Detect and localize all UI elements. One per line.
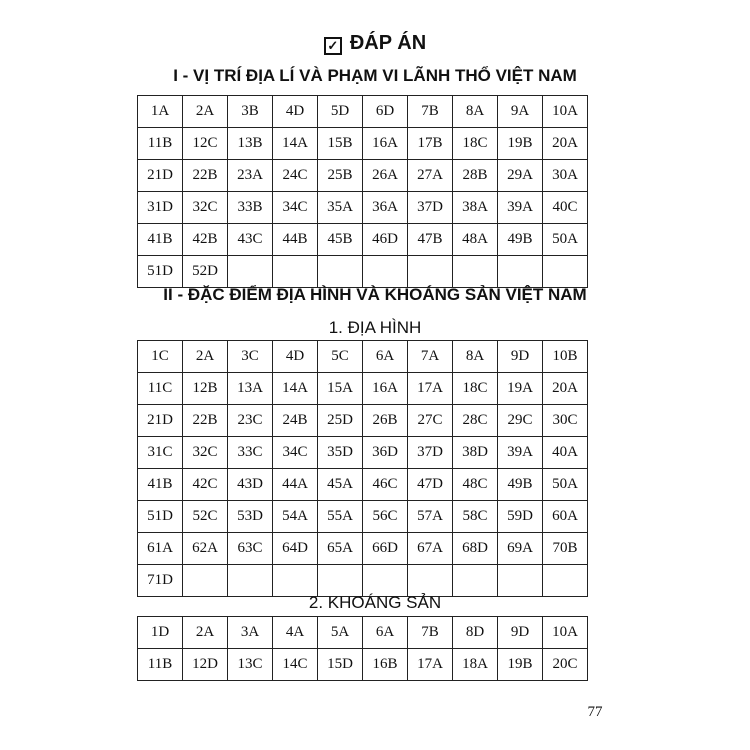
section-2-title: II - ĐẶC ĐIỂM ĐỊA HÌNH VÀ KHOÁNG SẢN VIỆT NAM [163,285,587,304]
minerals-answer-table [137,616,588,681]
answer-cell: 6A [363,617,408,649]
answer-cell: 11C [138,373,183,405]
answer-cell: 25D [318,405,363,437]
table-row [138,224,588,256]
answer-cell: 11B [138,649,183,681]
answer-cell: 51D [138,256,183,288]
section-1-answer-table [137,95,588,288]
answer-cell [363,256,408,288]
answer-cell: 8D [453,617,498,649]
answer-cell: 10A [543,617,588,649]
answer-cell: 30A [543,160,588,192]
answer-cell: 49B [498,224,543,256]
table-row [138,256,588,288]
answer-cell: 14C [273,649,318,681]
answer-cell: 28B [453,160,498,192]
answer-cell: 44B [273,224,318,256]
answer-cell: 16B [363,649,408,681]
answer-cell [408,256,453,288]
answer-cell: 22B [183,405,228,437]
answer-cell: 15A [318,373,363,405]
answer-cell [498,565,543,597]
answer-cell: 4D [273,96,318,128]
answer-cell: 12B [183,373,228,405]
checkbox-checked-icon: ✓ [324,37,342,55]
answer-cell: 51D [138,501,183,533]
answer-cell: 9A [498,96,543,128]
answer-cell: 37D [408,192,453,224]
answer-cell: 48C [453,469,498,501]
answer-cell: 25B [318,160,363,192]
answer-cell: 41B [138,224,183,256]
answer-cell: 63C [228,533,273,565]
table-row [138,469,588,501]
answer-cell: 28C [453,405,498,437]
answer-cell: 29C [498,405,543,437]
answer-cell: 6A [363,341,408,373]
answer-cell [543,565,588,597]
answer-cell: 37D [408,437,453,469]
table-row [138,565,588,597]
answer-cell: 31D [138,192,183,224]
answer-cell: 1C [138,341,183,373]
terrain-subtitle: 1. ĐỊA HÌNH [328,318,422,337]
answer-cell: 3B [228,96,273,128]
answer-cell: 41B [138,469,183,501]
table-row [138,405,588,437]
answer-key-title [0,32,750,55]
answer-cell: 43C [228,224,273,256]
answer-cell: 52D [183,256,228,288]
answer-cell: 22B [183,160,228,192]
answer-cell [273,565,318,597]
answer-cell: 11B [138,128,183,160]
table-row [138,649,588,681]
answer-cell: 56C [363,501,408,533]
answer-cell: 64D [273,533,318,565]
answer-cell: 40A [543,437,588,469]
answer-cell: 10A [543,96,588,128]
answer-cell: 26A [363,160,408,192]
answer-cell: 32C [183,192,228,224]
answer-cell: 13C [228,649,273,681]
answer-cell: 30C [543,405,588,437]
answer-cell: 38D [453,437,498,469]
answer-cell: 44A [273,469,318,501]
answer-cell: 20A [543,373,588,405]
table-row [138,96,588,128]
table-row [138,501,588,533]
answer-cell: 8A [453,96,498,128]
answer-cell: 7B [408,617,453,649]
answer-cell: 45A [318,469,363,501]
answer-cell: 16A [363,128,408,160]
answer-cell: 39A [498,437,543,469]
answer-cell: 60A [543,501,588,533]
answer-cell: 47B [408,224,453,256]
answer-cell: 66D [363,533,408,565]
answer-cell: 46D [363,224,408,256]
table-row [138,437,588,469]
table-row [138,128,588,160]
terrain-answer-table [137,340,588,597]
answer-cell: 3A [228,617,273,649]
answer-cell: 59D [498,501,543,533]
answer-cell: 35D [318,437,363,469]
answer-cell: 5D [318,96,363,128]
answer-cell: 43D [228,469,273,501]
answer-cell: 52C [183,501,228,533]
answer-cell [228,256,273,288]
answer-cell: 70B [543,533,588,565]
answer-cell: 12D [183,649,228,681]
answer-cell: 68D [453,533,498,565]
answer-cell: 47D [408,469,453,501]
answer-cell: 40C [543,192,588,224]
answer-cell: 19A [498,373,543,405]
answer-cell [318,256,363,288]
answer-cell: 8A [453,341,498,373]
answer-cell: 5A [318,617,363,649]
answer-cell: 18A [453,649,498,681]
answer-cell: 27A [408,160,453,192]
answer-cell: 15B [318,128,363,160]
answer-cell: 36A [363,192,408,224]
table-row [138,341,588,373]
answer-cell: 6D [363,96,408,128]
table-row [138,160,588,192]
answer-cell: 20A [543,128,588,160]
answer-cell: 32C [183,437,228,469]
answer-cell: 27C [408,405,453,437]
answer-cell: 18C [453,373,498,405]
answer-cell: 20C [543,649,588,681]
answer-cell: 9D [498,617,543,649]
answer-cell [498,256,543,288]
answer-cell: 42B [183,224,228,256]
answer-cell [273,256,318,288]
answer-cell [183,565,228,597]
answer-cell: 36D [363,437,408,469]
answer-cell: 13B [228,128,273,160]
answer-cell: 45B [318,224,363,256]
answer-cell: 34C [273,437,318,469]
answer-cell: 7B [408,96,453,128]
answer-cell: 5C [318,341,363,373]
answer-cell: 12C [183,128,228,160]
answer-cell: 49B [498,469,543,501]
answer-cell: 23C [228,405,273,437]
answer-cell: 4A [273,617,318,649]
answer-cell: 42C [183,469,228,501]
answer-cell: 71D [138,565,183,597]
answer-cell [453,256,498,288]
answer-cell [453,565,498,597]
answer-cell: 21D [138,405,183,437]
answer-cell: 1D [138,617,183,649]
answer-cell [318,565,363,597]
minerals-subtitle: 2. KHOÁNG SẢN [308,593,442,612]
answer-cell: 19B [498,649,543,681]
answer-cell: 29A [498,160,543,192]
answer-cell: 54A [273,501,318,533]
answer-cell: 18C [453,128,498,160]
answer-cell: 53D [228,501,273,533]
table-row [138,617,588,649]
answer-cell: 14A [273,373,318,405]
answer-cell: 65A [318,533,363,565]
answer-cell: 16A [363,373,408,405]
answer-cell: 69A [498,533,543,565]
table-row [138,373,588,405]
answer-cell: 2A [183,341,228,373]
answer-cell: 2A [183,96,228,128]
answer-cell: 4D [273,341,318,373]
answer-cell: 50A [543,469,588,501]
answer-cell: 13A [228,373,273,405]
answer-cell [363,565,408,597]
answer-cell: 14A [273,128,318,160]
answer-cell: 67A [408,533,453,565]
answer-cell: 57A [408,501,453,533]
answer-cell: 24C [273,160,318,192]
answer-cell: 26B [363,405,408,437]
answer-cell [543,256,588,288]
answer-cell: 50A [543,224,588,256]
answer-cell: 7A [408,341,453,373]
answer-key-title-text: ĐÁP ÁN [349,32,427,54]
answer-cell: 48A [453,224,498,256]
answer-cell: 24B [273,405,318,437]
answer-cell: 1A [138,96,183,128]
answer-cell: 15D [318,649,363,681]
answer-cell: 31C [138,437,183,469]
answer-cell: 58C [453,501,498,533]
answer-cell: 55A [318,501,363,533]
answer-cell: 33C [228,437,273,469]
table-row [138,192,588,224]
answer-cell: 38A [453,192,498,224]
answer-cell: 46C [363,469,408,501]
answer-cell: 17A [408,373,453,405]
answer-cell: 19B [498,128,543,160]
page-number: 77 [587,704,603,720]
answer-cell: 34C [273,192,318,224]
answer-cell: 2A [183,617,228,649]
answer-cell: 23A [228,160,273,192]
answer-cell: 62A [183,533,228,565]
answer-cell: 39A [498,192,543,224]
answer-cell: 33B [228,192,273,224]
answer-cell: 10B [543,341,588,373]
section-1-title: I - VỊ TRÍ ĐỊA LÍ VÀ PHẠM VI LÃNH THỔ VIỆT NAM [173,66,577,85]
answer-cell: 9D [498,341,543,373]
answer-cell: 21D [138,160,183,192]
answer-cell: 35A [318,192,363,224]
answer-cell: 17A [408,649,453,681]
answer-cell: 61A [138,533,183,565]
answer-cell: 3C [228,341,273,373]
answer-cell: 17B [408,128,453,160]
answer-cell [408,565,453,597]
table-row [138,533,588,565]
answer-cell [228,565,273,597]
